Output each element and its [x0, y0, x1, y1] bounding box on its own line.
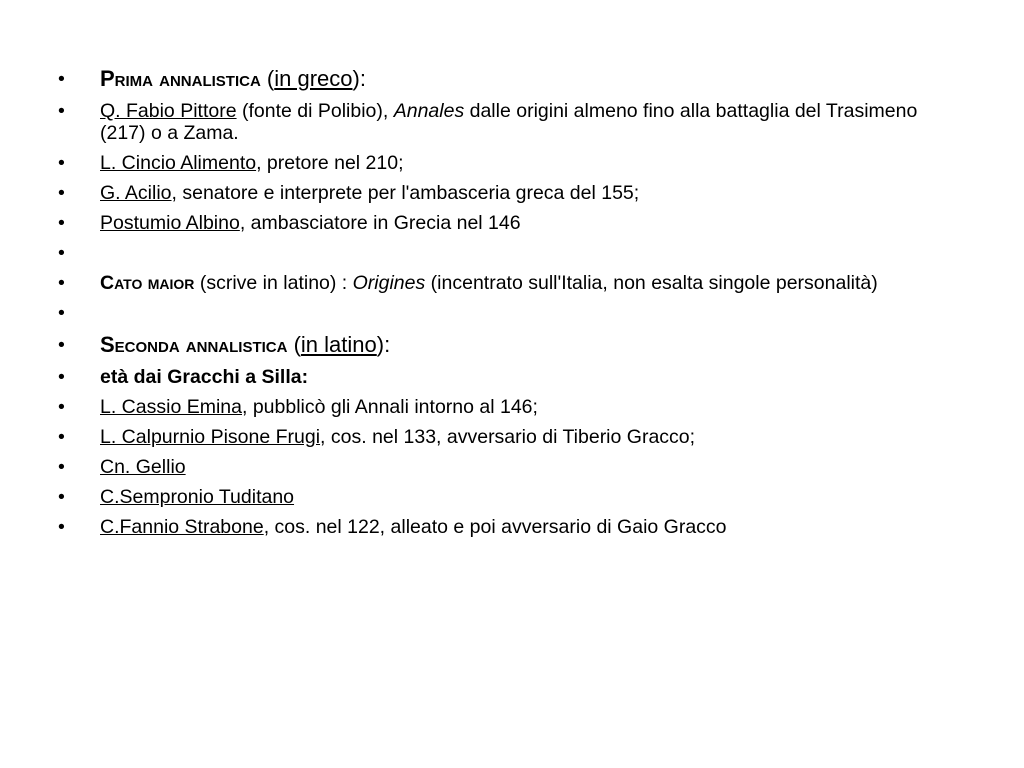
- period-label: età dai Gracchi a Silla:: [100, 366, 309, 388]
- list-item-gellio: [58, 456, 958, 478]
- cato-maior-label: Cato maior: [100, 272, 195, 294]
- list-item-calpurnio-pisone: • L. Calpurnio Pisone Frugi, cos. nel 133, avversario di Tiberio Gracco;: [58, 426, 696, 448]
- section-heading: Seconda annalistica: [100, 332, 288, 357]
- link-acilio[interactable]: G. Acilio: [100, 182, 172, 204]
- bullet-icon: •: [58, 302, 65, 324]
- link-in-latino[interactable]: in latino: [300, 332, 377, 357]
- bullet-icon: •: [58, 396, 65, 418]
- list-item-fabio-pittore: • Q. Fabio Pittore (fonte di Polibio), Annales dalle origini almeno fino alla battaglia del Trasimeno (217) o a Zama.: [58, 100, 918, 144]
- link-calpurnio-pisone[interactable]: L. Calpurnio Pisone Frugi: [100, 426, 321, 448]
- link-in-greco[interactable]: in greco: [274, 66, 353, 91]
- link-gellio[interactable]: Cn. Gellio: [100, 456, 186, 478]
- list-item-cincio-alimento: • L. Cincio Alimento, pretore nel 210;: [58, 152, 404, 174]
- list-item-fannio-strabone: • C.Fannio Strabone, cos. nel 122, alleato e poi avversario di Gaio Gracco: [58, 516, 727, 538]
- link-cincio-alimento[interactable]: L. Cincio Alimento: [100, 152, 257, 174]
- bullet-icon: •: [58, 100, 65, 122]
- bullet-icon: •: [58, 486, 65, 508]
- list-item-cato-maior: • Cato maior (scrive in latino) : Origines (incentrato sull'Italia, non esalta singole personalità): [58, 272, 878, 294]
- bullet-icon: •: [58, 366, 65, 388]
- list-item-seconda-annalistica: • Seconda annalistica (in latino):: [58, 332, 391, 357]
- link-sempronio-tuditano[interactable]: C.Sempronio Tuditano: [100, 486, 295, 508]
- bullet-icon: •: [58, 212, 65, 234]
- list-item-empty: [58, 302, 958, 324]
- bullet-icon: •: [58, 182, 65, 204]
- link-cassio-emina[interactable]: L. Cassio Emina: [100, 396, 242, 418]
- list-item-cassio-emina: • L. Cassio Emina, pubblicò gli Annali intorno al 146;: [58, 396, 538, 418]
- link-fannio-strabone[interactable]: C.Fannio Strabone: [100, 516, 264, 538]
- list-item-prima-annalistica: • Prima annalistica (in greco):: [58, 66, 366, 91]
- section-heading: Prima annalistica: [100, 66, 261, 91]
- list-item-acilio: • G. Acilio, senatore e interprete per l'ambasceria greca del 155;: [58, 182, 640, 204]
- list-item-gracchi-silla: [58, 366, 958, 388]
- link-fabio-pittore[interactable]: Q. Fabio Pittore: [100, 100, 237, 122]
- list-item-postumio-albino: • Postumio Albino, ambasciatore in Grecia nel 146: [58, 212, 521, 234]
- bullet-icon: •: [58, 152, 65, 174]
- bullet-icon: •: [58, 68, 65, 90]
- bullet-icon: •: [58, 426, 65, 448]
- bullet-icon: •: [58, 334, 65, 356]
- bullet-icon: •: [58, 272, 65, 294]
- bullet-icon: •: [58, 516, 65, 538]
- list-item-sempronio-tuditano: [58, 486, 958, 508]
- list-item-empty: [58, 242, 958, 264]
- bullet-icon: •: [58, 242, 65, 264]
- link-postumio-albino[interactable]: Postumio Albino: [100, 212, 240, 234]
- bullet-icon: •: [58, 456, 65, 478]
- bullet-list: [58, 66, 958, 546]
